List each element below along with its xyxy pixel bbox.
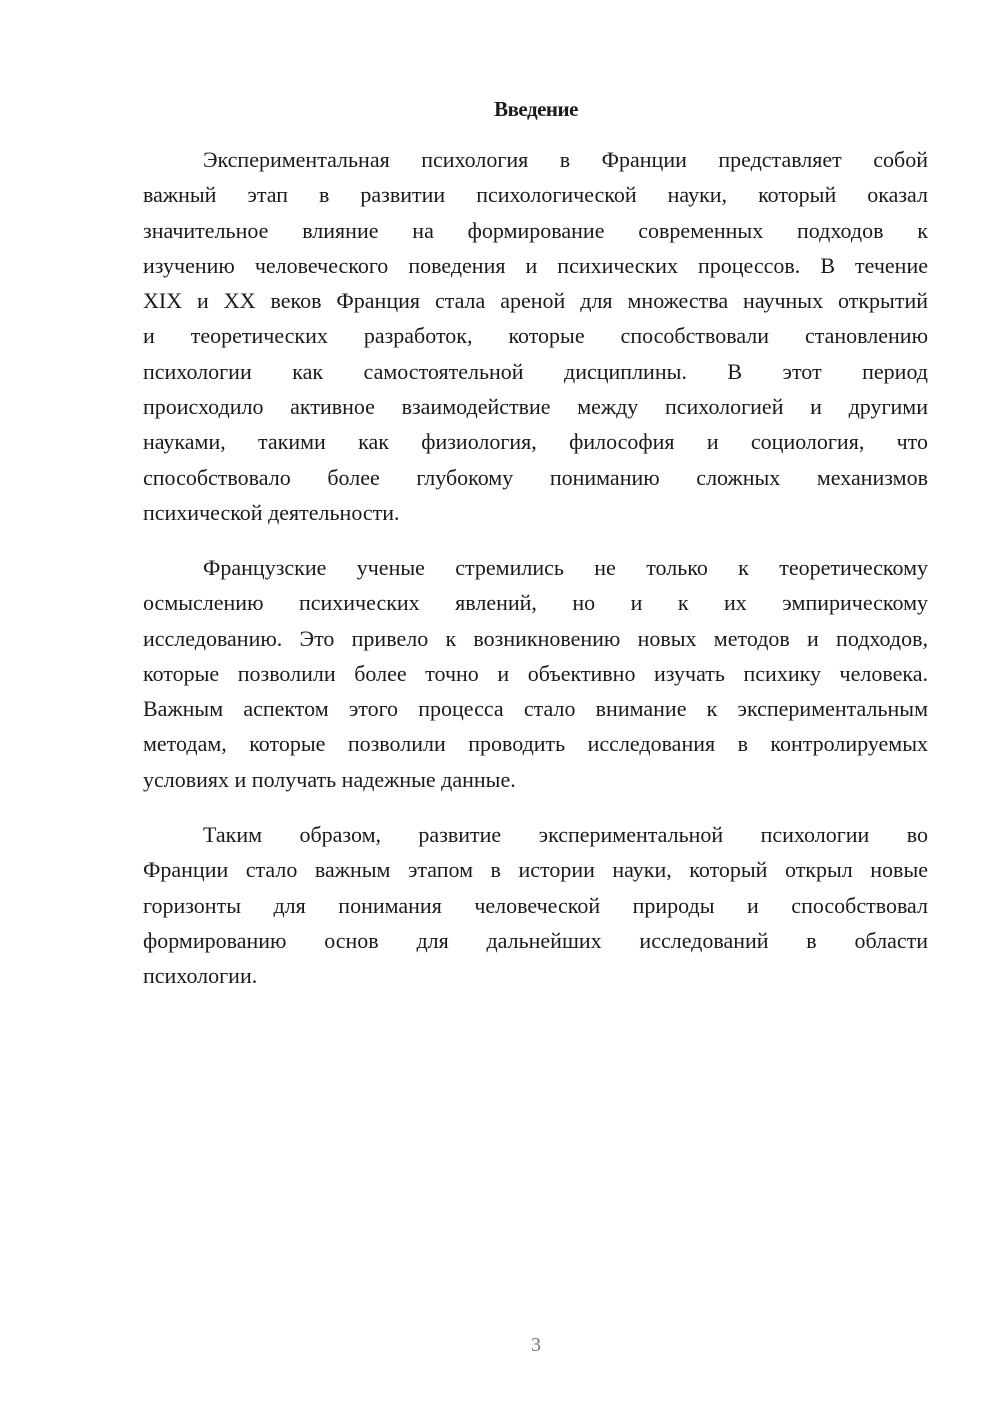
- text-line: XIX и XX веков Франция стала ареной для множества научных открытий: [143, 288, 928, 314]
- text-line: осмыслению психических явлений, но и к их эмпирическому: [143, 590, 928, 616]
- text-line: науками, такими как физиология, философия и социология, что: [143, 429, 928, 455]
- text-line: психической деятельности.: [143, 499, 400, 525]
- text-line: горизонты для понимания человеческой природы и способствовал: [143, 892, 928, 918]
- text-line: Важным аспектом этого процесса стало внимание к экспериментальным: [143, 696, 928, 722]
- text-line: важный этап в развитии психологической науки, который оказал: [143, 182, 928, 208]
- text-line: Французские ученые стремились не только к теоретическому: [203, 555, 928, 580]
- text-line: Таким образом, развитие экспериментальной психологии во: [203, 822, 928, 847]
- section-heading: Введение: [494, 97, 578, 121]
- paragraph: [143, 550, 928, 797]
- text-line: психологии как самостоятельной дисциплины. В этот период: [143, 358, 928, 384]
- text-line: значительное влияние на формирование современных подходов к: [143, 217, 928, 243]
- text-line: Экспериментальная психология в Франции представляет собой: [203, 147, 928, 172]
- text-line: способствовало более глубокому пониманию сложных механизмов: [143, 464, 928, 490]
- text-line: формированию основ для дальнейших исследований в области: [143, 927, 928, 953]
- paragraph: [143, 142, 928, 530]
- text-line: методам, которые позволили проводить исследования в контролируемых: [143, 731, 928, 757]
- paragraph: [143, 817, 928, 993]
- text-line: изучению человеческого поведения и психических процессов. В течение: [143, 252, 928, 278]
- text-line: Франции стало важным этапом в истории науки, который открыл новые: [143, 857, 928, 883]
- text-line: психологии.: [143, 963, 258, 989]
- text-line: которые позволили более точно и объективно изучать психику человека.: [143, 660, 928, 686]
- text-line: условиях и получать надежные данные.: [143, 766, 516, 792]
- text-line: происходило активное взаимодействие между психологией и другими: [143, 394, 928, 420]
- text-line: и теоретических разработок, которые способствовали становлению: [143, 323, 928, 349]
- text-line: исследованию. Это привело к возникновению новых методов и подходов,: [143, 625, 928, 651]
- page-number: 3: [531, 1334, 541, 1356]
